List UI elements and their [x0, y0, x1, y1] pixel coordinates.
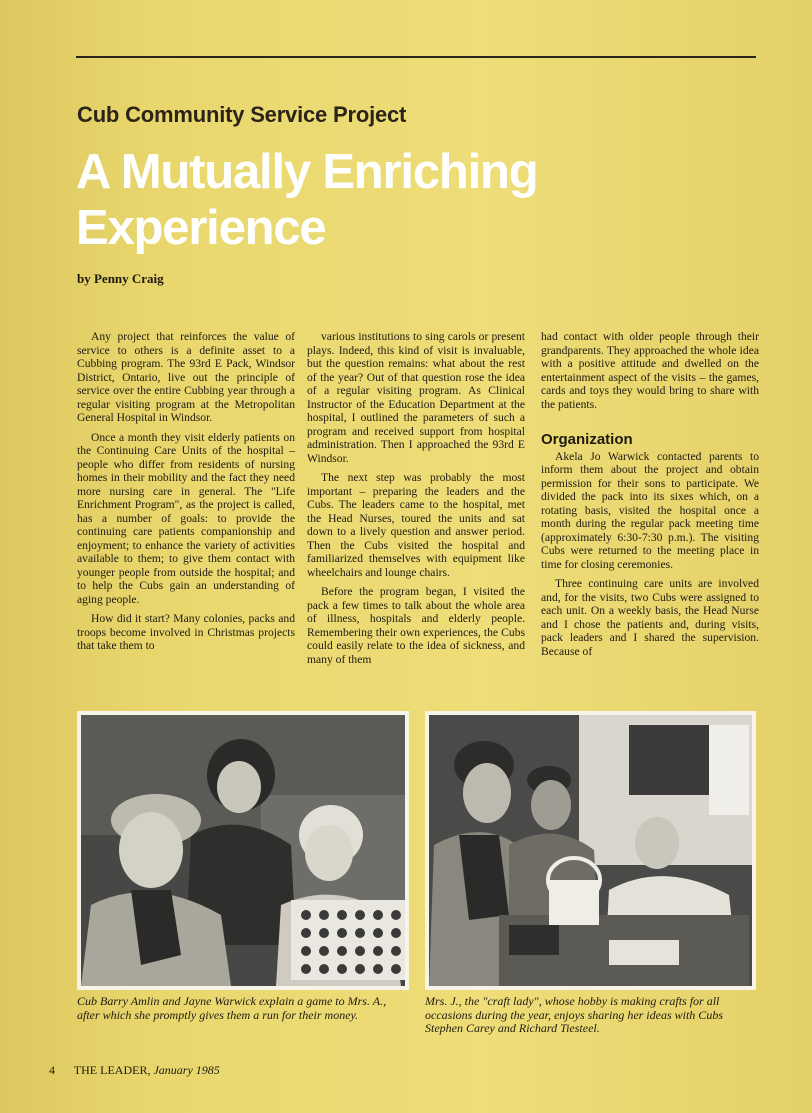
paragraph: Once a month they visit elderly patients on the Continuing Care Units of the hospital – people who differ from residents of nursing homes in their mobility and the fact they need more nursing care in general. The "Life Enrichment Program", as the project is called, has a number of goals: to provide the continuing care patients companionship and enjoyment; to enhance the variety of activities available to them; to give them contact with younger people from outside the hospital; and to help the Cubs gain an understanding of aging people. [77, 430, 295, 606]
photo-cubs-game-illustration [81, 715, 405, 986]
issue-date: January 1985 [153, 1063, 220, 1077]
paragraph: The next step was probably the most important – preparing the leaders and the Cubs. The leaders came to the hospital, met the Head Nurses, toured the units and sat down to a lively question and answer period. Then the Cubs visited the hospital and familiarized themselves with equipment like wheelchairs and lounge chairs. [307, 471, 525, 579]
paragraph: various institutions to sing carols or present plays. Indeed, this kind of visit is invaluable, but the question remains: what about the rest of the year? Out of that question rose the idea of a regular visiting program. As Clinical Instructor of the Education Department at the hospital, I outlined the parameters of such a program and received support from hospital administration. Then I approached the 93rd E Windsor. [307, 330, 525, 465]
section-heading-organization: Organization [541, 431, 633, 448]
article-byline: by Penny Craig [77, 271, 164, 286]
top-rule-divider [76, 56, 756, 58]
body-column-1 [77, 330, 295, 659]
publication-name: THE LEADER, [73, 1063, 151, 1077]
article-kicker: Cub Community Service Project [77, 102, 407, 127]
paragraph: Any project that reinforces the value of service to others is a definite asset to a Cubbing program. The 93rd E Pack, Windsor District, Ontario, live out the principle of service over the entire Cubbing year through a regular visiting program at the Metropolitan General Hospital in Windsor. [77, 330, 295, 424]
paragraph: How did it start? Many colonies, packs and troops become involved in Christmas projects that take them to [77, 612, 295, 652]
photo-caption-2: Mrs. J., the "craft lady", whose hobby is making crafts for all occasions during the year, enjoys sharing her ideas with Cubs Stephen Carey and Richard Tiesteel. [425, 994, 723, 1035]
paragraph: Akela Jo Warwick contacted parents to inform them about the project and obtain permission for their sons to participate. We divided the pack into its sixes which, on a rotating basis, visited the hospital once a month during the regular pack meeting time (approximately 6:30-7:30 p.m.). The visiting Cubs were returned to the meeting place in time for closing ceremonies. [541, 449, 759, 571]
paragraph: Before the program began, I visited the pack a few times to talk about the whole area of illness, hospitals and elderly people. Remembering their own experiences, the Cubs could easily relate to the idea of sickness, and many of them [307, 585, 525, 666]
paragraph: Three continuing care units are involved and, for the visits, two Cubs were assigned to each unit. On a weekly basis, the Head Nurse and I chose the patients and, during visits, pack leaders and I shared the supervision. Because of [541, 577, 759, 658]
photo-craft-lady-illustration [429, 715, 752, 986]
page-footer [49, 1063, 220, 1078]
photo-cubs-game [77, 711, 409, 990]
photo-caption-1: Cub Barry Amlin and Jayne Warwick explain a game to Mrs. A., after which she promptly gives them a run for their money. [77, 994, 387, 1022]
body-column-2 [307, 330, 525, 672]
photo-craft-lady [425, 711, 756, 990]
page-number: 4 [49, 1063, 55, 1077]
body-column-3 [541, 330, 759, 664]
paragraph: had contact with older people through their grandparents. They approached the whole idea with a positive attitude and dwelled on the entertainment aspect of the visits – the games, cards and toys they would bring to share with the patients. [541, 330, 759, 411]
article-headline: A Mutually Enriching Experience [76, 145, 538, 255]
